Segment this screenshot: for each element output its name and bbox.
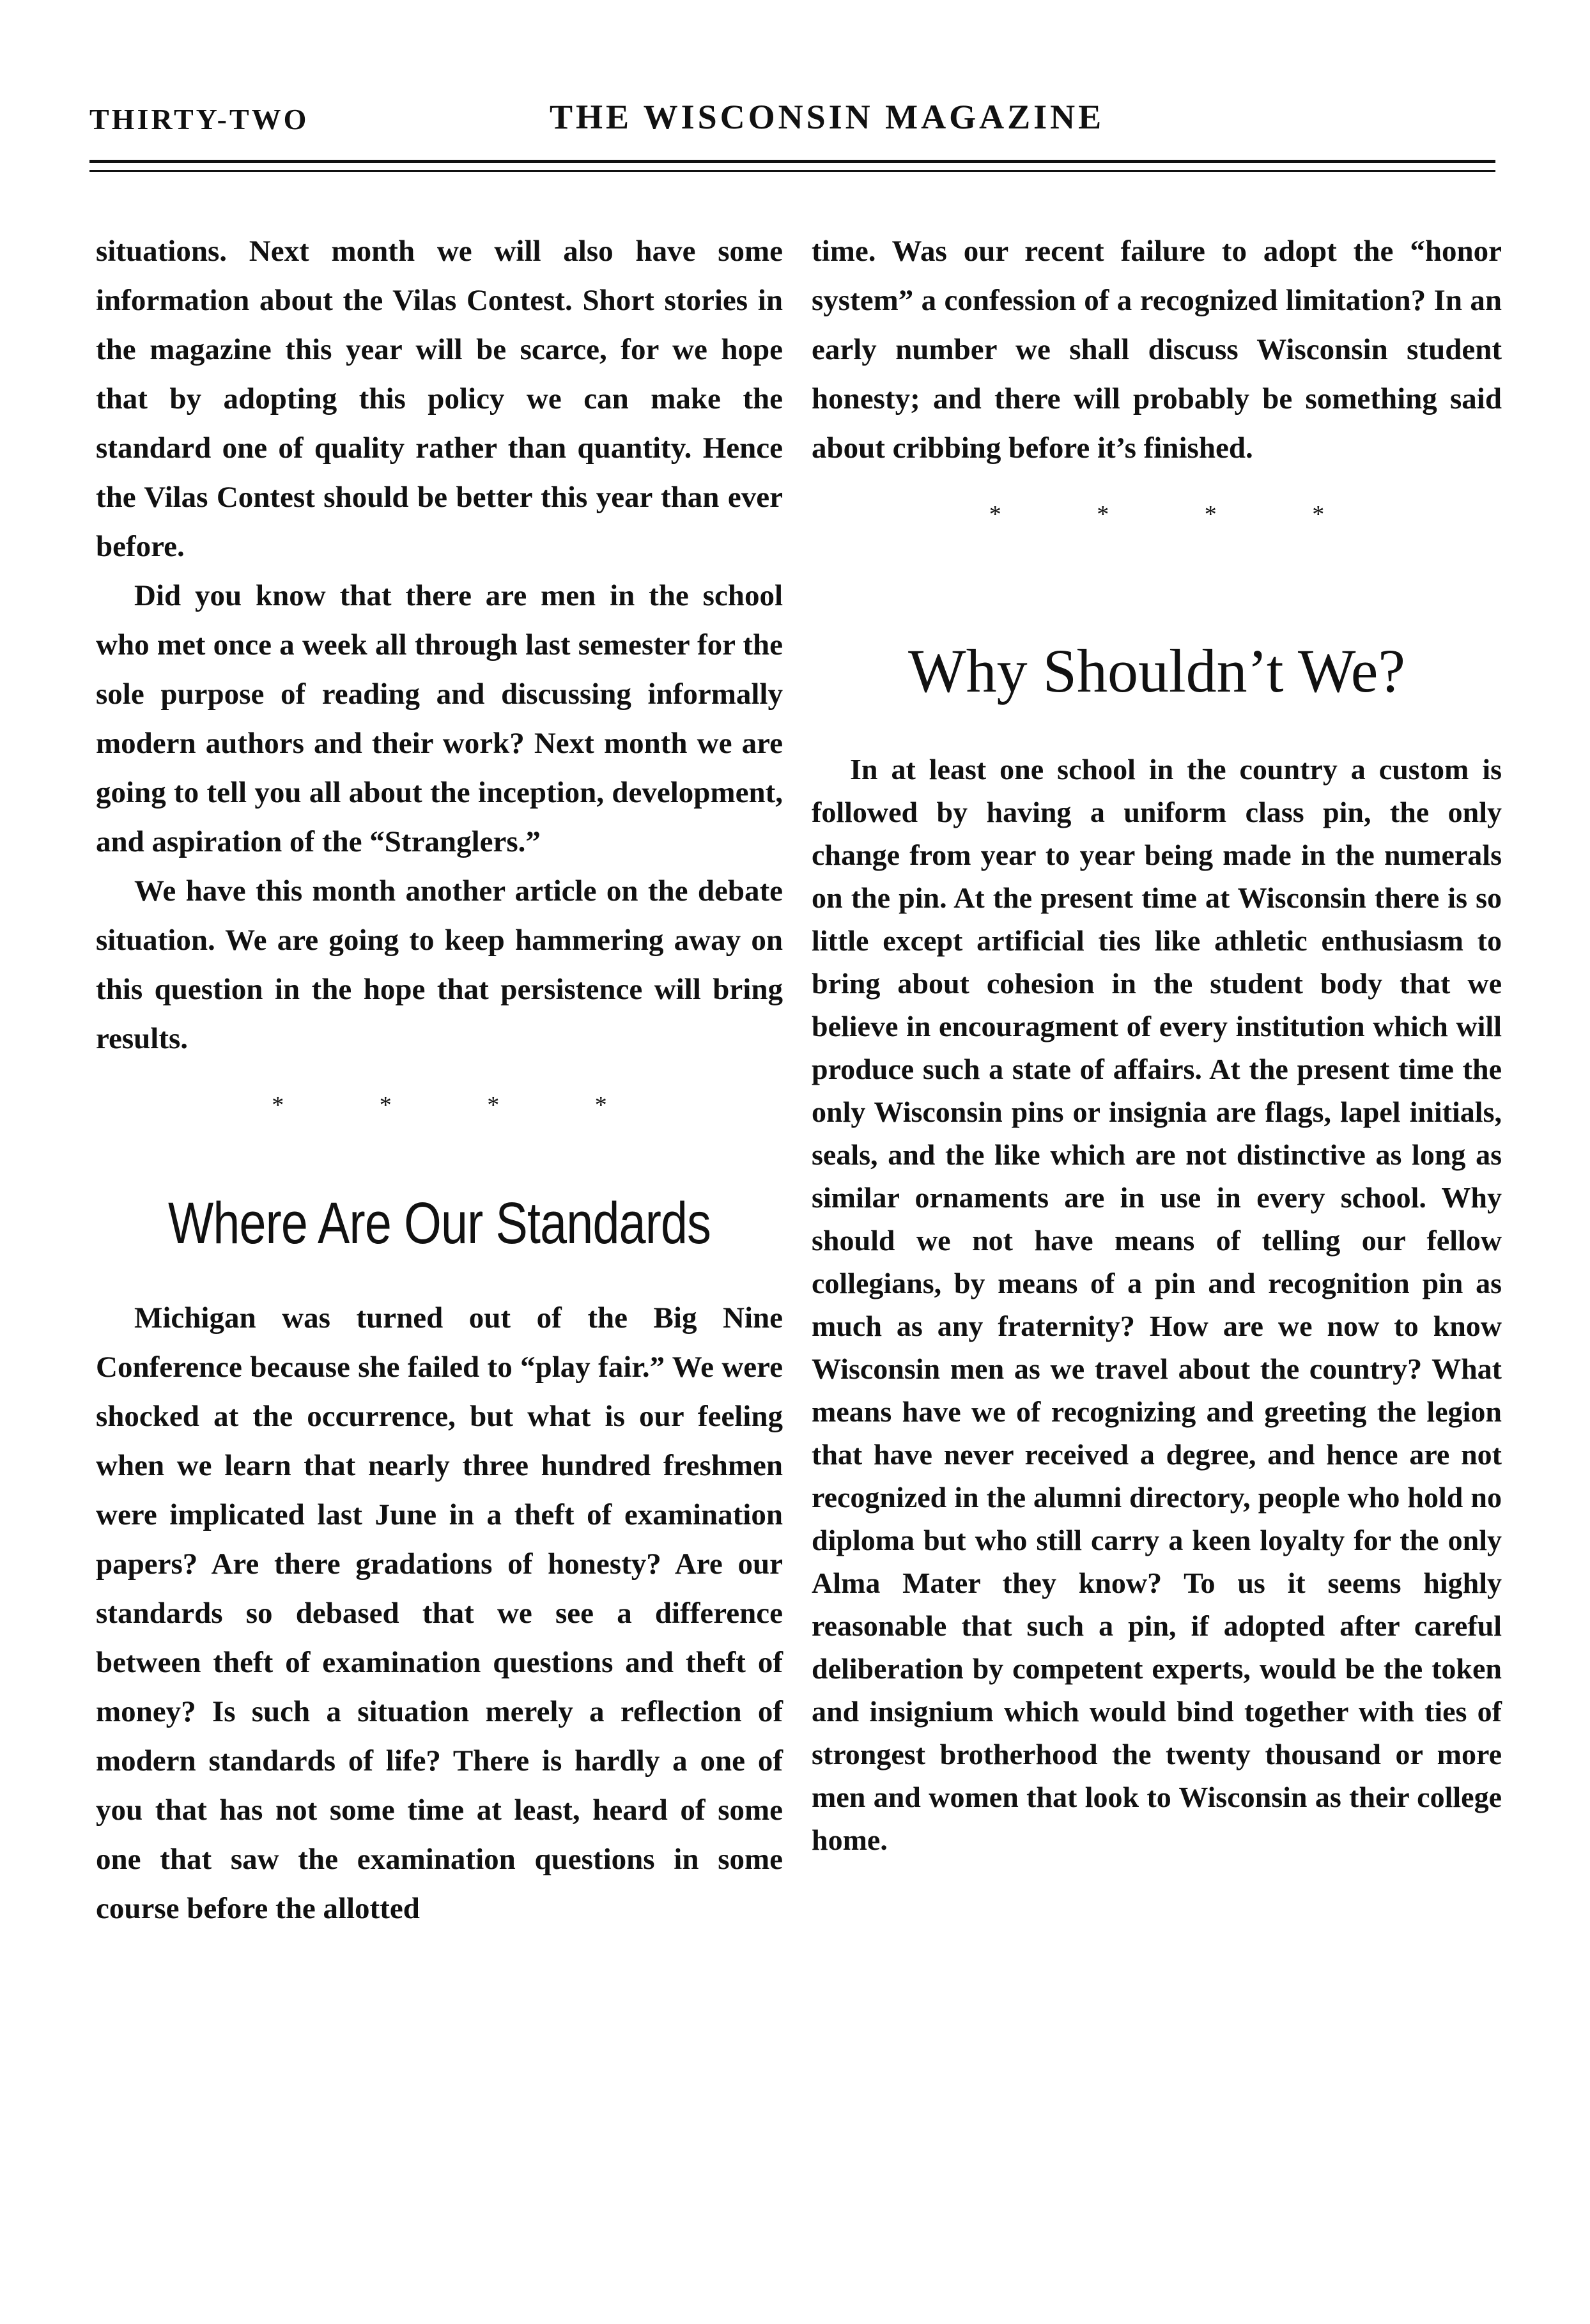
article-body [812, 748, 1502, 1861]
continuation-paragraph: time. Was our recent failure to adopt the “honor system” a confession of a recognized limitation? In an early number we shall discuss Wisconsin student honesty; and there will probably be something said about cribbing before it’s finished. [812, 235, 1502, 465]
running-header [89, 96, 1495, 153]
section-separator: * * * * [272, 1092, 652, 1119]
header-rule-thin [89, 170, 1495, 172]
header-rule-thick [89, 160, 1495, 163]
body-paragraph: Did you know that there are men in the school who met once a week all through last semester for the sole purpose of reading and discussing informally modern authors and their work? Next month we are going to tell you all about the inception, development, and aspiration of the “Stranglers.” [96, 579, 783, 858]
magazine-title: THE WISCONSIN MAGAZINE [550, 98, 1105, 136]
article-heading-why: Why Shouldn’t We? [908, 637, 1405, 705]
section-separator: * * * * [989, 501, 1370, 528]
right-column [812, 227, 1502, 1861]
body-paragraph: We have this month another article on the debate situation. We are going to keep hammering away on this question in the hope that persistence will bring results. [96, 874, 783, 1055]
article-heading-standards: Where Are Our Standards [167, 1191, 711, 1256]
page-number: THIRTY-TWO [89, 103, 309, 136]
left-column [96, 227, 783, 1933]
article-paragraph: In at least one school in the country a custom is followed by having a uniform class pin, the only change from year to year being made in the numerals on the pin. At the present time at Wisconsin there is so little except artificial ties like athletic enthusiasm to bring about cohesion in the student body that we believe in encouragment of every institution which will produce such a state of affairs. At the present time the only Wisconsin pins or insignia are flags, lapel initials, seals, and the like which are not distinctive as long as similar ornaments are in use in every school. Why should we not have means of telling our fellow collegians, by means of a pin and recognition pin as much as any fraternity? How are we now to know Wisconsin men as we travel about the country? What means have we of recognizing and greeting the legion that have never received a degree, and hence are not recognized in the alumni directory, people who hold no diploma but who still carry a keen loyalty for the only Alma Mater they know? To us it seems highly reasonable that such a pin, if adopted after careful deliberation by competent experts, would be the token and insignium which would bind together with ties of strongest brotherhood the twenty thousand or more men and women that look to Wisconsin as their college home. [812, 753, 1502, 1856]
body-paragraph: situations. Next month we will also have some information about the Vilas Contest. Short stories in the magazine this year will be scarce, for we hope that by adopting this policy we can make the standard one of quality rather than quantity. Hence the Vilas Contest should be better this year than ever before. [96, 235, 783, 563]
article-paragraph: Michigan was turned out of the Big Nine Conference because she failed to “play fair.” We were shocked at the occurrence, but what is our feeling when we learn that nearly three hundred freshmen were implicated last June in a theft of examination papers? Are there gradations of honesty? Are our standards so debased that we see a difference between theft of examination questions and theft of money? Is such a situation merely a reflection of modern standards of life? There is hardly a one of you that has not some time at least, heard of some one that saw the examination questions in some course before the allotted [96, 1301, 783, 1925]
